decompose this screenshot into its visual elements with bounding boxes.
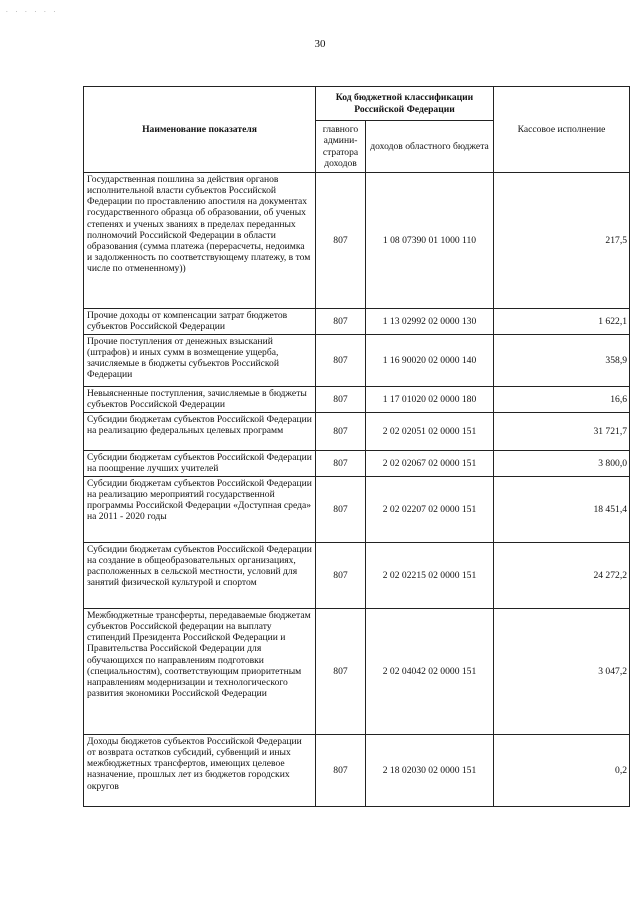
- row-indicator-name: Государственная пошлина за действия органов исполнительной власти субъектов Российской Федерации по проставлению апостиля на документах государственного образца об образовании, об ученых степенях и ученых званиях в пределах переданных полномочий Российской Федерации в области образования (сумма платежа (перерасчеты, недоимка и задолженность по соответствующему платежу, в том числе по отмененному)): [84, 173, 316, 309]
- row-amount: 3 800,0: [494, 451, 630, 477]
- row-indicator-name: Субсидии бюджетам субъектов Российской Федерации на создание в общеобразовательных организациях, расположенных в сельской местности, условий для занятий физической культурой и спортом: [84, 543, 316, 609]
- row-budget-code: 2 02 04042 02 0000 151: [366, 609, 494, 735]
- row-indicator-name: Межбюджетные трансферты, передаваемые бюджетам субъектов Российской федерации на выплату стипендий Президента Российской Федерации и Правительства Российской Федерации для обучающихся по направлениям подготовки (специальностям), соответствующим приоритетным направлениям модернизации и технологического развития экономики Российской Федерации: [84, 609, 316, 735]
- row-amount: 1 622,1: [494, 309, 630, 335]
- header-regional-budget-code: доходов областного бюджета: [366, 121, 494, 173]
- table-header: [84, 87, 630, 173]
- row-amount: 3 047,2: [494, 609, 630, 735]
- table-row: [84, 451, 630, 477]
- row-amount: 358,9: [494, 335, 630, 387]
- row-budget-code: 1 17 01020 02 0000 180: [366, 387, 494, 413]
- header-chief-administrator: главного админи-стратора доходов: [316, 121, 366, 173]
- row-indicator-name: Субсидии бюджетам субъектов Российской Федерации на поощрение лучших учителей: [84, 451, 316, 477]
- row-admin-code: 807: [316, 609, 366, 735]
- row-indicator-name: Прочие доходы от компенсации затрат бюджетов субъектов Российской Федерации: [84, 309, 316, 335]
- row-admin-code: 807: [316, 477, 366, 543]
- scan-marks: . . . . . .: [6, 6, 59, 14]
- table-row: [84, 413, 630, 451]
- table-row: [84, 609, 630, 735]
- page-number: 30: [314, 38, 326, 50]
- row-amount: 217,5: [494, 173, 630, 309]
- row-indicator-name: Субсидии бюджетам субъектов Российской Федерации на реализацию федеральных целевых программ: [84, 413, 316, 451]
- row-budget-code: 2 02 02207 02 0000 151: [366, 477, 494, 543]
- row-indicator-name: Субсидии бюджетам субъектов Российской Федерации на реализацию мероприятий государственной программы Российской Федерации «Доступная среда» на 2011 - 2020 годы: [84, 477, 316, 543]
- row-budget-code: 1 13 02992 02 0000 130: [366, 309, 494, 335]
- row-indicator-name: Доходы бюджетов субъектов Российской Федерации от возврата остатков субсидий, субвенций и иных межбюджетных трансфертов, имеющих целевое назначение, прошлых лет из бюджетов городских округов: [84, 735, 316, 807]
- table-row: [84, 173, 630, 309]
- row-budget-code: 2 02 02215 02 0000 151: [366, 543, 494, 609]
- row-budget-code: 1 16 90020 02 0000 140: [366, 335, 494, 387]
- table-row: [84, 335, 630, 387]
- row-admin-code: 807: [316, 451, 366, 477]
- row-budget-code: 1 08 07390 01 1000 110: [366, 173, 494, 309]
- table-row: [84, 735, 630, 807]
- row-amount: 16,6: [494, 387, 630, 413]
- row-admin-code: 807: [316, 543, 366, 609]
- table-row: [84, 477, 630, 543]
- row-budget-code: 2 02 02067 02 0000 151: [366, 451, 494, 477]
- row-amount: 18 451,4: [494, 477, 630, 543]
- table-row: [84, 309, 630, 335]
- row-admin-code: 807: [316, 335, 366, 387]
- row-amount: 31 721,7: [494, 413, 630, 451]
- header-indicator-name: Наименование показателя: [84, 87, 316, 173]
- row-amount: 24 272,2: [494, 543, 630, 609]
- row-budget-code: 2 02 02051 02 0000 151: [366, 413, 494, 451]
- row-indicator-name: Невыясненные поступления, зачисляемые в бюджеты субъектов Российской Федерации: [84, 387, 316, 413]
- row-admin-code: 807: [316, 309, 366, 335]
- row-budget-code: 2 18 02030 02 0000 151: [366, 735, 494, 807]
- row-indicator-name: Прочие поступления от денежных взысканий (штрафов) и иных сумм в возмещение ущерба, зачисляемые в бюджеты субъектов Российской Федерации: [84, 335, 316, 387]
- budget-table: [83, 86, 630, 807]
- table-row: [84, 543, 630, 609]
- header-budget-classification: Код бюджетной классификации Российской Федерации: [316, 87, 494, 121]
- row-admin-code: 807: [316, 387, 366, 413]
- row-admin-code: 807: [316, 173, 366, 309]
- table-row: [84, 387, 630, 413]
- row-admin-code: 807: [316, 413, 366, 451]
- row-amount: 0,2: [494, 735, 630, 807]
- table-body: [84, 173, 630, 807]
- row-admin-code: 807: [316, 735, 366, 807]
- header-cash-execution: Кассовое исполнение: [494, 87, 630, 173]
